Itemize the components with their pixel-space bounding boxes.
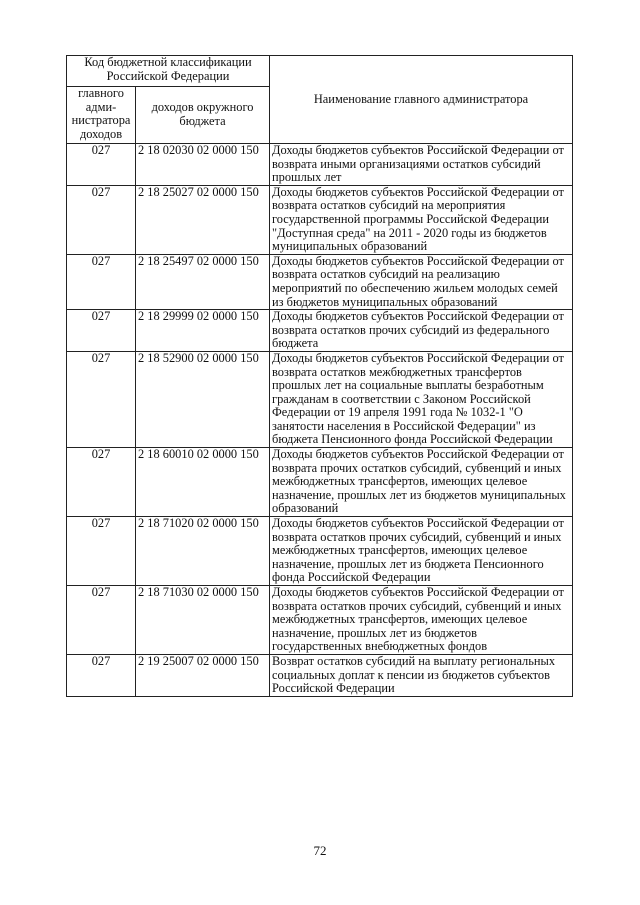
header-district-budget-revenue: доходов окружного бюджета	[136, 87, 270, 144]
revenue-name-cell: Доходы бюджетов субъектов Российской Федерации от возврата остатков прочих субсидий, субвенций и иных межбюджетных трансфертов, имеющих целевое назначение, прошлых лет из бюджета Пенсионного фонда Российской Федерации	[270, 517, 573, 586]
budget-code-cell: 2 18 25027 02 0000 150	[136, 185, 270, 254]
revenue-name-cell: Доходы бюджетов субъектов Российской Федерации от возврата прочих остатков субсидий, субвенций и иных межбюджетных трансфертов, имеющих целевое назначение, прошлых лет из бюджетов муниципальных образований	[270, 448, 573, 517]
revenue-name-cell: Доходы бюджетов субъектов Российской Федерации от возврата остатков межбюджетных трансфертов прошлых лет на социальные выплаты безработным гражданам в соответствии с Законом Российской Федерации от 19 апреля 1991 года № 1032-1 "О занятости населения в Российской Федерации" из бюджета Пенсионного фонда Российской Федерации	[270, 351, 573, 447]
table-row	[67, 517, 573, 586]
header-administrator-name: Наименование главного администратора	[270, 56, 573, 144]
admin-code-cell: 027	[67, 654, 136, 696]
revenue-name-cell: Доходы бюджетов субъектов Российской Федерации от возврата иными организациями остатков субсидий прошлых лет	[270, 144, 573, 186]
budget-code-cell: 2 18 02030 02 0000 150	[136, 144, 270, 186]
revenue-name-cell: Доходы бюджетов субъектов Российской Федерации от возврата остатков прочих субсидий, субвенций и иных межбюджетных трансфертов, имеющих целевое назначение, прошлых лет из бюджетов государственных внебюджетных фондов	[270, 586, 573, 655]
budget-code-cell: 2 18 52900 02 0000 150	[136, 351, 270, 447]
admin-code-cell: 027	[67, 254, 136, 309]
revenue-name-cell: Доходы бюджетов субъектов Российской Федерации от возврата остатков субсидий на реализацию мероприятий по обеспечению жильем молодых семей из бюджетов муниципальных образований	[270, 254, 573, 309]
budget-code-cell: 2 18 71020 02 0000 150	[136, 517, 270, 586]
revenue-name-cell: Доходы бюджетов субъектов Российской Федерации от возврата остатков субсидий на мероприятия государственной программы Российской Федерации "Доступная среда" на 2011 - 2020 годы из бюджетов муниципальных образований	[270, 185, 573, 254]
budget-code-cell: 2 18 25497 02 0000 150	[136, 254, 270, 309]
revenue-name-cell: Доходы бюджетов субъектов Российской Федерации от возврата остатков прочих субсидий из федерального бюджета	[270, 310, 573, 352]
admin-code-cell: 027	[67, 448, 136, 517]
table-row	[67, 310, 573, 352]
table-row	[67, 654, 573, 696]
table-row	[67, 144, 573, 186]
budget-code-cell: 2 18 29999 02 0000 150	[136, 310, 270, 352]
admin-code-cell: 027	[67, 185, 136, 254]
admin-code-cell: 027	[67, 351, 136, 447]
header-row-group	[67, 56, 573, 87]
table-row	[67, 185, 573, 254]
header-classification-code: Код бюджетной классификации Российской Федерации	[67, 56, 270, 87]
table-row	[67, 351, 573, 447]
admin-code-cell: 027	[67, 310, 136, 352]
admin-code-cell: 027	[67, 144, 136, 186]
budget-code-cell: 2 18 71030 02 0000 150	[136, 586, 270, 655]
budget-code-cell: 2 18 60010 02 0000 150	[136, 448, 270, 517]
budget-classification-table	[66, 55, 573, 697]
admin-code-cell: 027	[67, 517, 136, 586]
header-main-administrator: главного адми-нистратора доходов	[67, 87, 136, 144]
page-number: 72	[313, 843, 327, 858]
admin-code-cell: 027	[67, 586, 136, 655]
table-row	[67, 586, 573, 655]
table-row	[67, 254, 573, 309]
revenue-name-cell: Возврат остатков субсидий на выплату региональных социальных доплат к пенсии из бюджетов субъектов Российской Федерации	[270, 654, 573, 696]
budget-code-cell: 2 19 25007 02 0000 150	[136, 654, 270, 696]
table-row	[67, 448, 573, 517]
